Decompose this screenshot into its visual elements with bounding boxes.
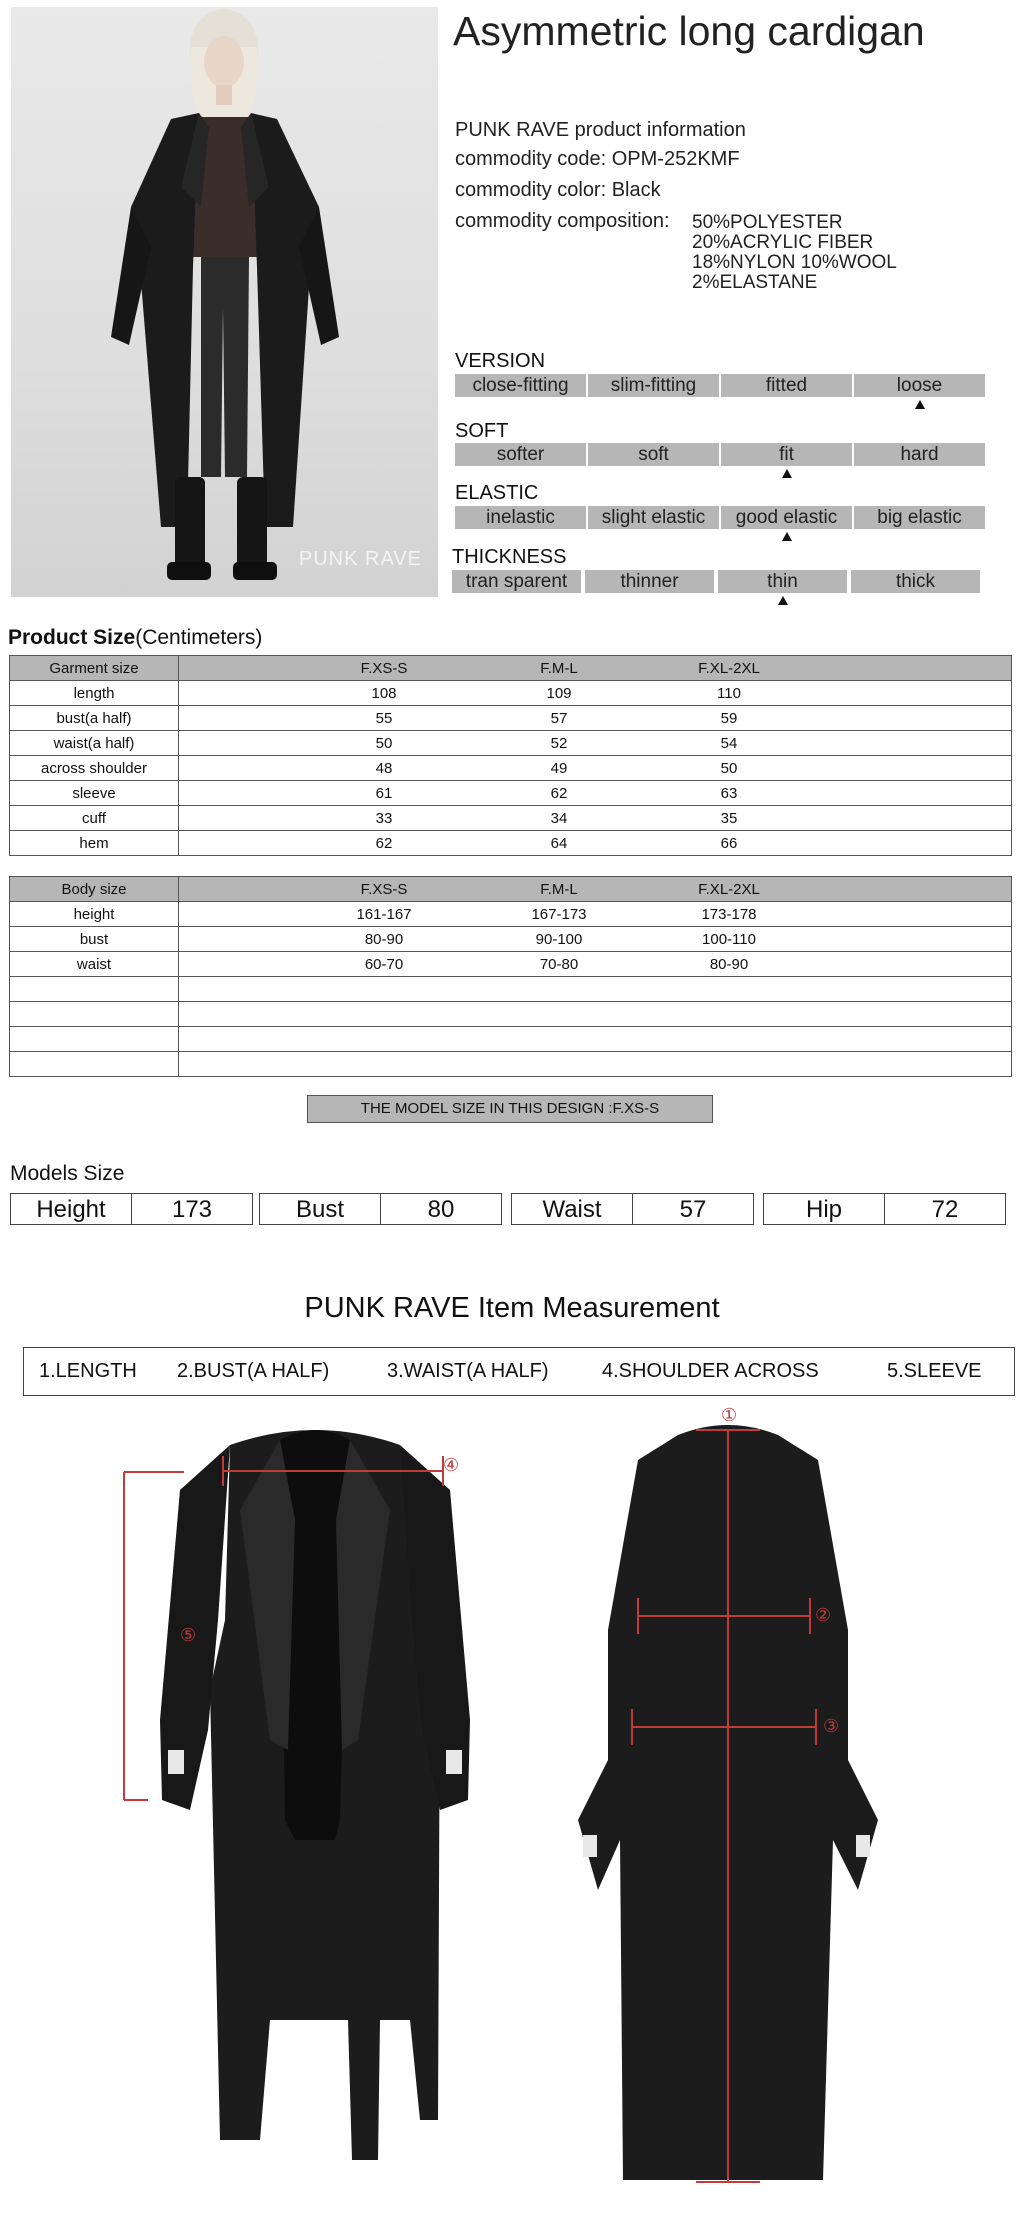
table-row-label: waist — [10, 952, 179, 977]
table-cell: 90-100 — [535, 931, 583, 948]
table-cell: 173-178 — [701, 906, 757, 923]
table-row — [10, 1002, 1012, 1027]
table-row-label — [10, 1052, 179, 1077]
table-row-label: waist(a half) — [10, 731, 179, 756]
table-header-row — [10, 877, 1012, 902]
table-cell: 108 — [371, 685, 397, 702]
product-size-title — [8, 626, 262, 650]
table-cell: 62 — [550, 785, 568, 802]
table-cell: 64 — [550, 835, 568, 852]
marker-shoulder: ④ — [443, 1455, 460, 1475]
models-size-cell — [763, 1193, 1006, 1225]
scale-label: THICKNESS — [452, 546, 567, 568]
table-cell: 52 — [550, 735, 568, 752]
table-row-label — [10, 977, 179, 1002]
marker-bust: ② — [815, 1605, 832, 1625]
scale-option: loose — [854, 374, 985, 397]
info-heading: PUNK RAVE product information — [455, 119, 746, 141]
composition-line: 2%ELASTANE — [692, 272, 818, 293]
commodity-code-label: commodity code: — [455, 148, 607, 170]
table-cell: 57 — [550, 710, 568, 727]
models-size-label: Waist — [542, 1196, 602, 1223]
models-size-cell — [259, 1193, 502, 1225]
models-size-cell — [10, 1193, 253, 1225]
commodity-composition-label: commodity composition: — [455, 210, 670, 232]
product-size-title-bold: Product Size — [8, 626, 136, 649]
table-row — [10, 927, 1012, 952]
table-row — [10, 781, 1012, 806]
table-cell: 66 — [720, 835, 738, 852]
table-cell: F.XL-2XL — [698, 881, 760, 898]
table-cell: 61 — [375, 785, 393, 802]
table-row-label: hem — [10, 831, 179, 856]
table-cell: 50 — [720, 760, 738, 777]
garment-size-table — [9, 655, 1012, 856]
table-values-cell — [179, 756, 1012, 781]
table-row — [10, 1052, 1012, 1077]
table-cell: 49 — [550, 760, 568, 777]
measurement-item-length: 1.LENGTH — [39, 1360, 137, 1382]
table-row — [10, 952, 1012, 977]
measurement-item-waist: 3.WAIST(A HALF) — [387, 1360, 549, 1382]
table-cell: F.M-L — [540, 660, 578, 677]
table-row — [10, 1027, 1012, 1052]
table-row-label: cuff — [10, 806, 179, 831]
table-values-cell — [179, 831, 1012, 856]
scale-option: slight elastic — [588, 506, 719, 529]
table-row-label — [10, 1002, 179, 1027]
scale-label: ELASTIC — [455, 482, 539, 504]
commodity-color-label: commodity color: — [455, 179, 607, 201]
models-size-title: Models Size — [10, 1162, 125, 1185]
watermark: PUNK RAVE — [298, 548, 422, 570]
garment-front-diagram — [120, 1420, 510, 2180]
table-values-cell — [179, 977, 1012, 1002]
models-size-label: Hip — [805, 1196, 842, 1223]
table-cell: F.XS-S — [360, 881, 408, 898]
table-row — [10, 681, 1012, 706]
body-size-table — [9, 876, 1012, 1077]
scale-option: good elastic — [721, 506, 852, 529]
table-values-cell — [179, 902, 1012, 927]
table-cell: 55 — [375, 710, 393, 727]
table-cell: 100-110 — [702, 931, 756, 948]
composition-line: 18%NYLON 10%WOOL — [692, 252, 897, 273]
table-row-label — [10, 1027, 179, 1052]
table-cell: 161-167 — [356, 906, 412, 923]
table-row — [10, 706, 1012, 731]
models-size-value: 57 — [679, 1196, 707, 1223]
table-row — [10, 831, 1012, 856]
table-cell: 110 — [717, 685, 741, 702]
table-values-cell — [179, 781, 1012, 806]
marker-sleeve: ⑤ — [180, 1625, 197, 1645]
scale-label: VERSION — [455, 350, 546, 372]
table-values-cell — [179, 706, 1012, 731]
measurement-legend — [23, 1347, 1015, 1396]
models-size-value: 80 — [427, 1196, 455, 1223]
garment-back-diagram — [548, 1420, 908, 2190]
composition-line: 50%POLYESTER — [692, 212, 843, 233]
scale-option: inelastic — [455, 506, 586, 529]
scale-selected-marker — [778, 596, 788, 605]
scale-option: thin — [718, 570, 847, 593]
scale-selected-marker — [782, 532, 792, 541]
table-cell: 48 — [375, 760, 393, 777]
table-cell: 63 — [720, 785, 738, 802]
scale-label: SOFT — [455, 420, 509, 442]
table-row-label: bust — [10, 927, 179, 952]
commodity-code-row — [455, 148, 740, 171]
commodity-code-value: OPM-252KMF — [611, 148, 740, 170]
scale-option: softer — [455, 443, 586, 466]
models-size-cell — [511, 1193, 754, 1225]
table-cell: 54 — [720, 735, 738, 752]
scale-option: fit — [721, 443, 852, 466]
table-cell: F.XS-S — [360, 660, 408, 677]
table-cell: 80-90 — [364, 931, 404, 948]
commodity-color-value: Black — [611, 179, 661, 201]
measurement-title: PUNK RAVE Item Measurement — [304, 1292, 720, 1324]
scale-option: thinner — [585, 570, 714, 593]
table-values-cell — [179, 927, 1012, 952]
table-cell: 62 — [375, 835, 393, 852]
models-size-label: Bust — [295, 1196, 345, 1223]
table-values-cell — [179, 731, 1012, 756]
table-cell: 50 — [375, 735, 393, 752]
composition-line: 20%ACRYLIC FIBER — [692, 232, 874, 253]
table-cell: F.XL-2XL — [698, 660, 760, 677]
table-values-cell — [179, 656, 1012, 681]
scale-option: soft — [588, 443, 719, 466]
table-header-row — [10, 656, 1012, 681]
product-photo — [11, 7, 438, 597]
measurement-item-sleeve: 5.SLEEVE — [887, 1360, 982, 1382]
table-cell: 59 — [720, 710, 738, 727]
commodity-color-row — [455, 179, 661, 202]
models-size-value: 72 — [931, 1196, 959, 1223]
table-cell: 70-80 — [539, 956, 579, 973]
table-row — [10, 756, 1012, 781]
table-cell: F.M-L — [540, 881, 578, 898]
table-row-label: Garment size — [10, 656, 179, 681]
table-row — [10, 977, 1012, 1002]
table-values-cell — [179, 1052, 1012, 1077]
scale-option: close-fitting — [455, 374, 586, 397]
scale-option: fitted — [721, 374, 852, 397]
scale-option: tran sparent — [452, 570, 581, 593]
table-values-cell — [179, 681, 1012, 706]
table-row — [10, 806, 1012, 831]
model-figure-image — [11, 7, 438, 597]
scale-option: hard — [854, 443, 985, 466]
models-size-value: 173 — [171, 1196, 213, 1223]
scale-option: big elastic — [854, 506, 985, 529]
models-size-label: Height — [36, 1196, 106, 1223]
table-cell: 60-70 — [364, 956, 404, 973]
measurement-item-bust: 2.BUST(A HALF) — [177, 1360, 330, 1382]
table-values-cell — [179, 806, 1012, 831]
table-cell: 35 — [720, 810, 738, 827]
table-row — [10, 731, 1012, 756]
table-row-label: length — [10, 681, 179, 706]
table-row-label: Body size — [10, 877, 179, 902]
measurement-item-shoulder: 4.SHOULDER ACROSS — [602, 1360, 819, 1382]
table-values-cell — [179, 1027, 1012, 1052]
scale-selected-marker — [915, 400, 925, 409]
table-values-cell — [179, 1002, 1012, 1027]
table-values-cell — [179, 877, 1012, 902]
marker-waist: ③ — [823, 1716, 840, 1736]
table-cell: 80-90 — [709, 956, 749, 973]
scale-option: slim-fitting — [588, 374, 719, 397]
table-cell: 109 — [546, 685, 572, 702]
table-row-label: sleeve — [10, 781, 179, 806]
commodity-composition-list — [692, 213, 897, 293]
scale-option: thick — [851, 570, 980, 593]
table-row-label: height — [10, 902, 179, 927]
table-row-label: bust(a half) — [10, 706, 179, 731]
table-cell: 34 — [550, 810, 568, 827]
model-size-note: THE MODEL SIZE IN THIS DESIGN :F.XS-S — [307, 1095, 713, 1123]
product-title: Asymmetric long cardigan — [453, 8, 925, 54]
scale-selected-marker — [782, 469, 792, 478]
marker-length: ① — [721, 1405, 738, 1425]
table-row — [10, 902, 1012, 927]
product-size-title-unit: (Centimeters) — [135, 626, 263, 649]
table-cell: 167-173 — [531, 906, 587, 923]
table-values-cell — [179, 952, 1012, 977]
table-row-label: across shoulder — [10, 756, 179, 781]
table-cell: 33 — [375, 810, 393, 827]
